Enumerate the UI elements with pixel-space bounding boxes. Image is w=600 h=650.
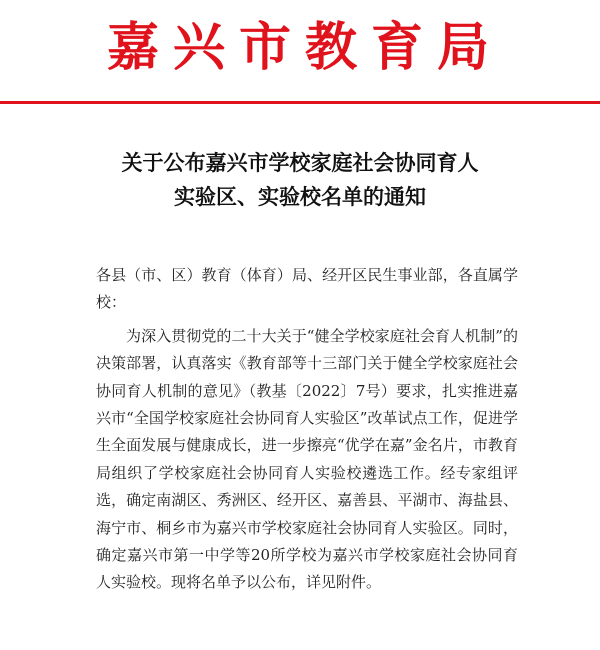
red-divider-rule (0, 101, 600, 104)
issuer-masthead: 嘉兴市教育局 (106, 17, 503, 78)
body-paragraph: 为深入贯彻党的二十大关于“健全学校家庭社会育人机制”的决策部署，认真落实《教育部等十三部门关于健全学校家庭社会协同育人机制的意见》（教基〔2022〕7号）要求，扎实推进嘉兴市“全国学校家庭社会协同育人实验区”改革试点工作，促进学生全面发展与健康成长，进一步擦亮“优学在嘉”金名片，市教育局组织了学校家庭社会协同育人实验校遴选工作。经专家组评选，确定南湖区、秀洲区、经开区、嘉善县、平湖市、海盐县、海宁市、桐乡市为嘉兴市学校家庭社会协同育人实验区。同时，确定嘉兴市第一中学等20所学校为嘉兴市学校家庭社会协同育人实验校。现将名单予以公布，详见附件。 (96, 326, 518, 592)
notice-title (0, 146, 600, 214)
notice-body (96, 262, 518, 597)
notice-title-line-1: 关于公布嘉兴市学校家庭社会协同育人 (121, 150, 479, 175)
salutation: 各县（市、区）教育（体育）局、经开区民生事业部，各直属学校： (96, 266, 518, 312)
notice-title-line-2: 实验区、实验校名单的通知 (174, 184, 426, 209)
